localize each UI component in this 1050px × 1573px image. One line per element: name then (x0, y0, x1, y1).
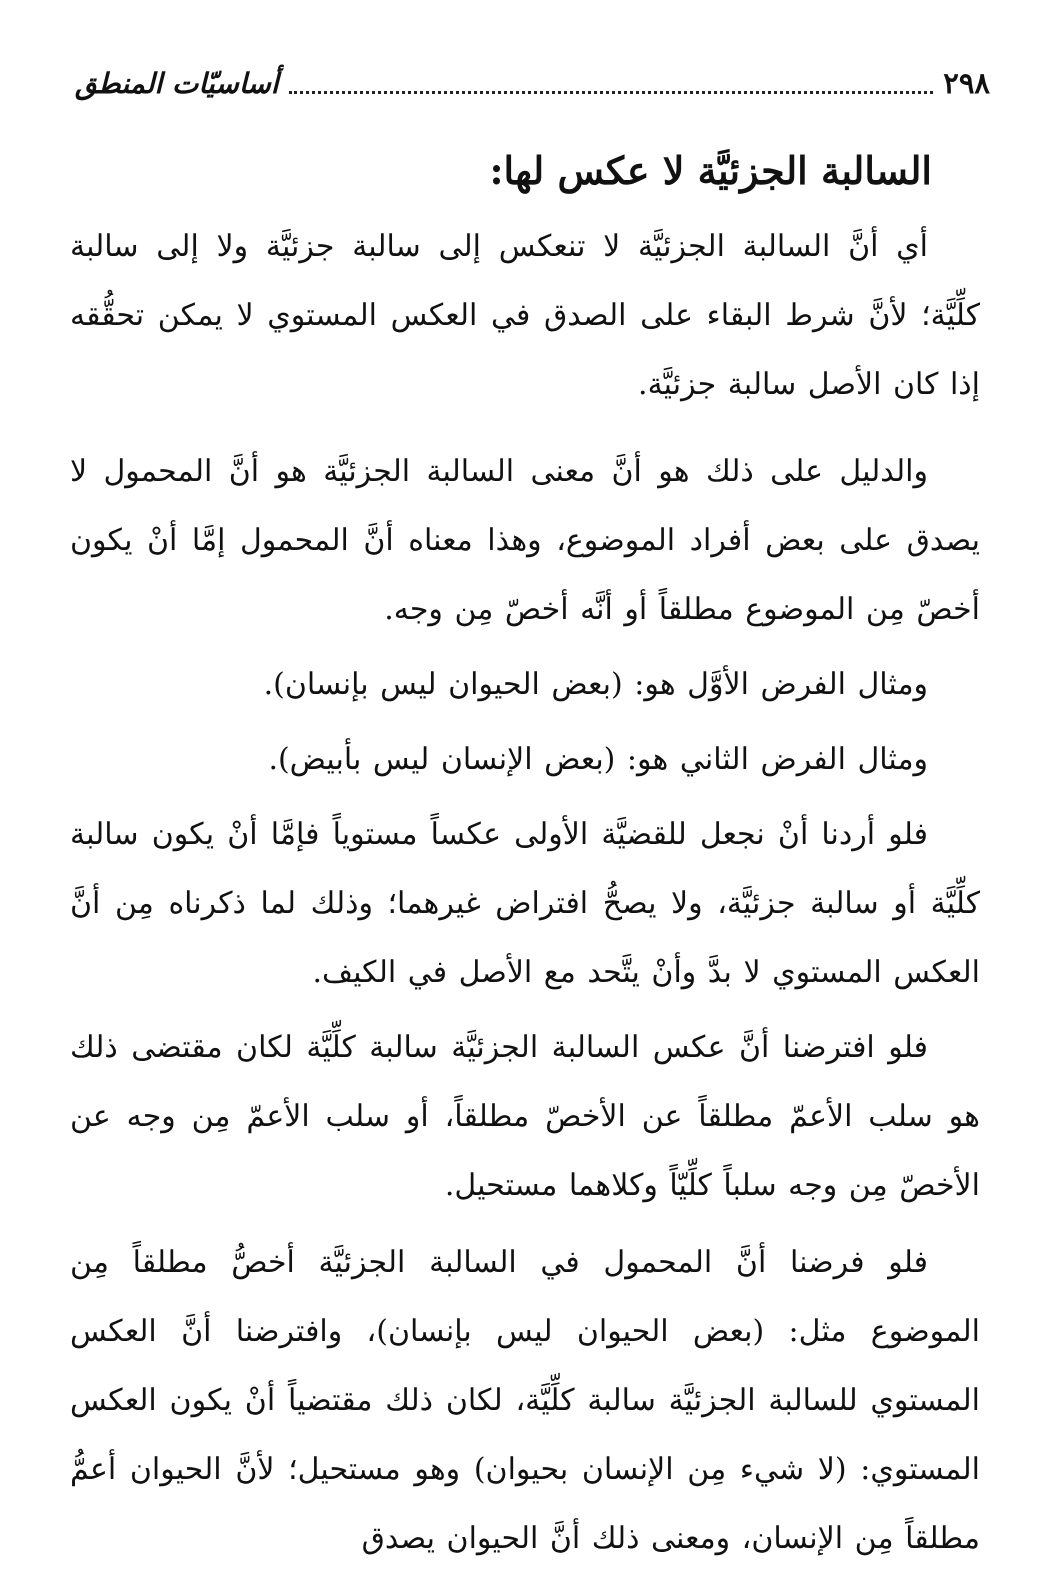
paragraph-6: فلو افترضنا أنَّ عكس السالبة الجزئيَّة سالبة كلِّيَّة لكان مقتضى ذلك هو سلب الأعمّ مطلقاً عن الأخصّ مطلقاً، أو سلب الأعمّ مِن وجه عن الأخصّ مِن وجه سلباً كلِّيّاً وكلاهما مستحيل. (70, 1030, 980, 1203)
paragraph-5: فلو أردنا أنْ نجعل للقضيَّة الأولى عكساً مستوياً فإمَّا أنْ يكون سالبة كلِّيَّة أو سالبة جزئيَّة، ولا يصحُّ افتراض غيرهما؛ وذلك لما ذكرناه مِن أنَّ العكس المستوي لا بدَّ وأنْ يتَّحد مع الأصل في الكيف. (70, 817, 980, 990)
book-title: أساسيّات المنطق (75, 66, 279, 100)
page-number: ٢٩٨ (943, 66, 990, 100)
running-header (75, 58, 990, 108)
page-body (70, 212, 980, 1573)
paragraph-2: والدليل على ذلك هو أنَّ معنى السالبة الجزئيَّة هو أنَّ المحمول لا يصدق على بعض أفراد الموضوع، وهذا معناه أنَّ المحمول إمَّا أنْ يكون أخصّ مِن الموضوع مطلقاً أو أنَّه أخصّ مِن وجه. (70, 454, 980, 627)
paragraph-4: ومثال الفرض الثاني هو: (بعض الإنسان ليس بأبيض). (268, 742, 928, 777)
section-heading: السالبة الجزئيَّة لا عكس لها: (489, 148, 932, 193)
paragraph-1: أي أنَّ السالبة الجزئيَّة لا تنعكس إلى سالبة جزئيَّة ولا إلى سالبة كلِّيَّة؛ لأنَّ شرط البقاء على الصدق في العكس المستوي لا يمكن تحقُّقه إذا كان الأصل سالبة جزئيَّة. (70, 229, 980, 402)
header-dotted-leader (289, 73, 934, 94)
paragraph-7: فلو فرضنا أنَّ المحمول في السالبة الجزئيَّة أخصُّ مطلقاً مِن الموضوع مثل: (بعض الحيوان ليس بإنسان)، وافترضنا أنَّ العكس المستوي للسالبة الجزئيَّة سالبة كلِّيَّة، لكان ذلك مقتضياً أنْ يكون العكس المستوي: (لا شيء مِن الإنسان بحيوان) وهو مستحيل؛ لأنَّ الحيوان أعمُّ مطلقاً مِن الإنسان، ومعنى ذلك أنَّ الحيوان يصدق (70, 1245, 980, 1556)
paragraph-3: ومثال الفرض الأوَّل هو: (بعض الحيوان ليس بإنسان). (263, 667, 928, 702)
